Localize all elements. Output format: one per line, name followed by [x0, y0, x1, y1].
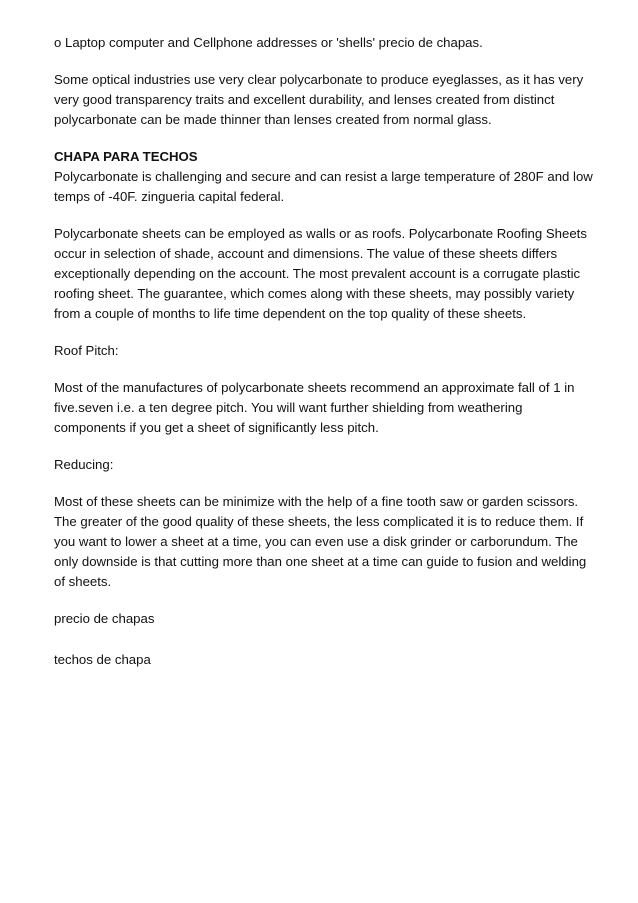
paragraph-reducing-label: Reducing:: [54, 457, 114, 472]
link-techos-de-chapa[interactable]: techos de chapa: [54, 652, 151, 667]
paragraph-8: Most of these sheets can be minimize with the help of a fine tooth saw or garden scissors. The greater of the good quality of these sheets, the less complicated it is to reduce them. If you want to lower a sheet at a time, you can even use a disk grinder or carborundum. The only downside is that cutting more than one sheet at a time can guide to fusion and welding of sheets.: [54, 494, 587, 589]
section-heading: CHAPA PARA TECHOS: [54, 149, 198, 164]
paragraph-2: Some optical industries use very clear polycarbonate to produce eyeglasses, as it has very very good transparency traits and excellent durability, and lenses created from distinct polycarbonate can be made thinner than lenses created from normal glass.: [54, 72, 584, 127]
paragraph-3: Polycarbonate is challenging and secure and can resist a large temperature of 280F and low temps of -40F. zingueria capital federal.: [54, 169, 593, 204]
paragraph-6: Most of the manufactures of polycarbonate sheets recommend an approximate fall of 1 in five.seven i.e. a ten degree pitch. You will want further shielding from weathering components if you get a sheet of significantly less pitch.: [54, 380, 575, 435]
paragraph-4: Polycarbonate sheets can be employed as walls or as roofs. Polycarbonate Roofing Sheets occur in selection of shade, account and dimensions. The value of these sheets differs exceptionally depending on the account. The most prevalent account is a corrugate plastic roofing sheet. The guarantee, which comes along with these sheets, may possibly variety from a couple of months to life time dependent on the top quality of these sheets.: [54, 226, 587, 321]
link-precio-de-chapas[interactable]: precio de chapas: [54, 611, 155, 626]
paragraph-roof-pitch-label: Roof Pitch:: [54, 343, 119, 358]
document-page: [54, 33, 594, 691]
paragraph-1: o Laptop computer and Cellphone addresses or 'shells' precio de chapas.: [54, 35, 483, 50]
